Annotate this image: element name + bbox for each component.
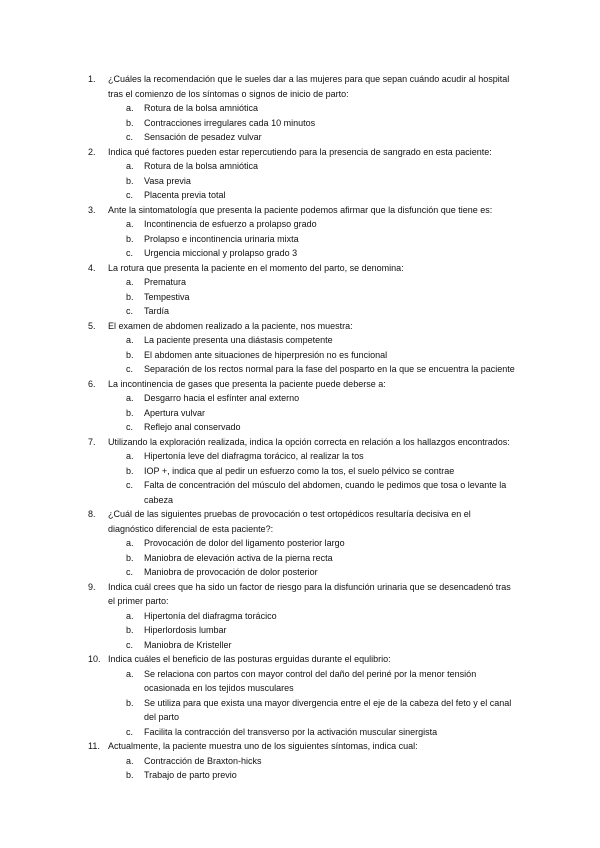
option-list: [108, 609, 516, 653]
answer-option: [108, 609, 516, 624]
option-text: Tempestiva: [144, 291, 190, 302]
option-text: El abdomen ante situaciones de hiperpresión no es funcional: [144, 349, 388, 360]
option-text: Prematura: [144, 277, 187, 287]
option-text: Rotura de la bolsa amniótica: [144, 103, 259, 113]
question-item: [88, 72, 516, 145]
answer-option: [108, 464, 516, 479]
answer-option: [108, 667, 516, 696]
option-text: Placenta previa total: [144, 190, 226, 200]
question-item: [88, 739, 516, 783]
question-text: Utilizando la exploración realizada, indica la opción correcta en relación a los hallazgos encontrados:: [108, 436, 510, 447]
question-item: [88, 203, 516, 261]
answer-option: [108, 420, 516, 435]
answer-option: [108, 275, 516, 290]
option-text: La paciente presenta una diástasis competente: [144, 335, 333, 345]
question-number: 1.: [88, 74, 96, 84]
answer-option: [108, 754, 516, 769]
option-list: [108, 536, 516, 580]
question-number: 6.: [88, 378, 96, 389]
option-letter: c.: [126, 480, 134, 490]
option-text: Provocación de dolor del ligamento posterior largo: [144, 538, 345, 548]
option-text: Hipertonía del diafragma torácico: [144, 610, 277, 621]
option-letter: b.: [126, 465, 134, 476]
question-number: 3.: [88, 204, 96, 215]
option-text: Incontinencia de esfuerzo a prolapso grado: [144, 219, 317, 229]
question-text: Ante la sintomatología que presenta la paciente podemos afirmar que la disfunción que tiene es:: [108, 204, 493, 215]
option-letter: a.: [126, 103, 134, 113]
option-letter: b.: [126, 117, 134, 128]
option-text: Trabajo de parto previo: [144, 770, 237, 780]
question-number: 9.: [88, 581, 96, 592]
option-text: Rotura de la bolsa amniótica: [144, 161, 259, 171]
option-text: Sensación de pesadez vulvar: [144, 132, 262, 142]
answer-option: [108, 768, 516, 783]
option-text: Contracción de Braxton-hicks: [144, 755, 262, 766]
question-text: La incontinencia de gases que presenta la paciente puede deberse a:: [108, 378, 386, 389]
option-text: Separación de los rectos normal para la fase del posparto en la que se encuentra la paciente: [144, 364, 515, 374]
option-letter: c.: [126, 726, 134, 737]
option-list: [108, 333, 516, 377]
option-list: [108, 275, 516, 319]
answer-option: [108, 246, 516, 261]
answer-option: [108, 159, 516, 174]
option-letter: c.: [126, 422, 134, 432]
option-letter: b.: [126, 233, 134, 244]
option-letter: a.: [126, 610, 134, 621]
answer-option: [108, 188, 516, 203]
option-letter: a.: [126, 538, 134, 548]
answer-option: [108, 130, 516, 145]
answer-option: [108, 232, 516, 247]
answer-option: [108, 304, 516, 319]
answer-option: [108, 101, 516, 116]
question-item: [88, 261, 516, 319]
question-number: 2.: [88, 146, 96, 157]
option-letter: c.: [126, 306, 134, 316]
question-text: Indica qué factores pueden estar repercutiendo para la presencia de sangrado en esta paciente:: [108, 146, 492, 157]
option-text: Apertura vulvar: [144, 407, 206, 418]
answer-option: [108, 333, 516, 348]
question-text: Actualmente, la paciente muestra uno de los siguientes síntomas, indica cual:: [108, 741, 418, 751]
question-text: ¿Cuáles la recomendación que le sueles dar a las mujeres para que sepan cuándo acudir al hospital tras el comienzo de los síntomas o signos de inicio de parto:: [108, 74, 510, 99]
answer-option: [108, 696, 516, 725]
option-text: Maniobra de Kristeller: [144, 639, 232, 650]
option-letter: b.: [126, 349, 134, 360]
question-number: 11.: [88, 741, 100, 751]
option-list: [108, 101, 516, 145]
answer-option: [108, 536, 516, 551]
option-text: Tardía: [144, 306, 170, 316]
answer-option: [108, 449, 516, 464]
question-item: [88, 377, 516, 435]
answer-option: [108, 217, 516, 232]
question-number: 10.: [88, 654, 101, 664]
question-item: [88, 319, 516, 377]
option-letter: a.: [126, 668, 134, 679]
answer-option: [108, 623, 516, 638]
option-text: Vasa previa: [144, 175, 191, 186]
option-letter: a.: [126, 335, 134, 345]
question-text: Indica cuál crees que ha sido un factor de riesgo para la disfunción urinaria que se desencadenó tras el primer parto:: [108, 581, 511, 606]
option-text: Falta de concentración del músculo del abdomen, cuando le pedimos que tosa o levante la cabeza: [144, 480, 507, 505]
question-number: 4.: [88, 262, 96, 273]
question-list: [88, 72, 516, 783]
question-number: 7.: [88, 436, 96, 447]
option-text: Facilita la contracción del transverso por la activación muscular sinergista: [144, 726, 438, 737]
option-letter: b.: [126, 625, 134, 635]
answer-option: [108, 406, 516, 421]
option-list: [108, 159, 516, 203]
question-item: [88, 145, 516, 203]
option-letter: a.: [126, 219, 134, 229]
answer-option: [108, 551, 516, 566]
option-text: Prolapso e incontinencia urinaria mixta: [144, 233, 299, 244]
option-letter: c.: [126, 567, 134, 577]
answer-option: [108, 290, 516, 305]
option-letter: a.: [126, 755, 134, 766]
option-list: [108, 449, 516, 507]
option-text: Contracciones irregulares cada 10 minutos: [144, 117, 316, 128]
answer-option: [108, 638, 516, 653]
option-letter: b.: [126, 697, 134, 708]
question-item: [88, 435, 516, 508]
question-item: [88, 507, 516, 580]
option-list: [108, 754, 516, 783]
option-letter: b.: [126, 552, 134, 563]
answer-option: [108, 391, 516, 406]
question-text: ¿Cuál de las siguientes pruebas de provocación o test ortopédicos resultaría decisiva en el diagnóstico diferencial de esta paciente?:: [108, 509, 471, 534]
answer-option: [108, 725, 516, 740]
option-letter: c.: [126, 132, 134, 142]
answer-option: [108, 348, 516, 363]
option-letter: c.: [126, 190, 134, 200]
option-letter: c.: [126, 364, 134, 374]
option-letter: c.: [126, 639, 134, 650]
answer-option: [108, 362, 516, 377]
question-text: El examen de abdomen realizado a la paciente, nos muestra:: [108, 320, 353, 331]
option-letter: a.: [126, 393, 134, 403]
option-letter: b.: [126, 175, 134, 186]
question-text: La rotura que presenta la paciente en el momento del parto, se denomina:: [108, 262, 404, 273]
option-text: Maniobra de elevación activa de la pierna recta: [144, 552, 333, 563]
answer-option: [108, 116, 516, 131]
option-text: IOP +, indica que al pedir un esfuerzo como la tos, el suelo pélvico se contrae: [144, 465, 455, 476]
option-text: Urgencia miccional y prolapso grado 3: [144, 248, 298, 258]
answer-option: [108, 174, 516, 189]
option-list: [108, 667, 516, 740]
question-text: Indica cuáles el beneficio de las posturas erguidas durante el equlibrio:: [108, 654, 391, 664]
option-letter: c.: [126, 248, 134, 258]
option-letter: b.: [126, 407, 134, 418]
option-letter: a.: [126, 161, 134, 171]
option-text: Se relaciona con partos con mayor control del daño del periné por la menor tensión ocasionada en los tejidos musculares: [144, 668, 477, 693]
option-letter: a.: [126, 277, 134, 287]
question-number: 5.: [88, 320, 96, 331]
option-text: Maniobra de provocación de dolor posterior: [144, 567, 318, 577]
option-text: Desgarro hacia el esfínter anal externo: [144, 393, 300, 403]
question-number: 8.: [88, 509, 96, 519]
option-letter: b.: [126, 770, 134, 780]
answer-option: [108, 565, 516, 580]
answer-option: [108, 478, 516, 507]
option-letter: a.: [126, 451, 134, 461]
option-list: [108, 217, 516, 261]
option-letter: b.: [126, 291, 134, 302]
option-text: Hipertonía leve del diafragma torácico, al realizar la tos: [144, 451, 364, 461]
option-list: [108, 391, 516, 435]
question-item: [88, 652, 516, 739]
option-text: Hiperlordosis lumbar: [144, 625, 227, 635]
option-text: Se utiliza para que exista una mayor divergencia entre el eje de la cabeza del feto y el canal del parto: [144, 697, 512, 722]
question-item: [88, 580, 516, 653]
option-text: Reflejo anal conservado: [144, 422, 241, 432]
